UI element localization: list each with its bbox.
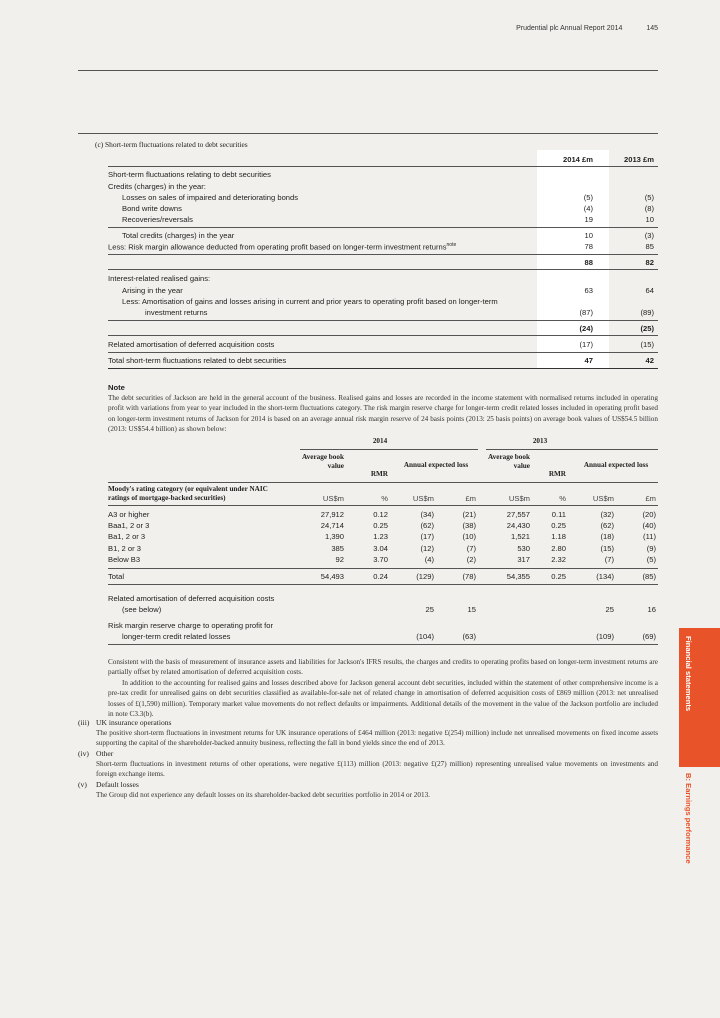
table-row-value: 27,912 [320,510,344,519]
rule [300,449,478,450]
total-row-value: 0.25 [551,572,566,581]
table-row-value: 2.32 [551,554,566,564]
table-row-label: Below B3 [108,554,141,564]
col-2013-header: 2013 £m [624,155,654,164]
value-2014: 63 [584,286,593,295]
report-title: Prudential plc Annual Report 2014 [516,25,623,32]
table-row-value: 1.18 [551,532,566,542]
rule [108,482,658,483]
subtotal-2014: 88 [584,258,593,267]
rule [108,568,658,569]
unit-label: % [559,494,566,503]
value-2014: (87) [579,308,593,317]
unit-label: US$m [412,494,434,503]
dac-value: 25 [425,605,434,614]
value-2014: (4) [583,204,593,213]
value-2013: (89) [640,308,654,317]
abv-header-2013: Average book value [488,453,530,470]
table-row-value: (20) [642,510,656,519]
rule [108,352,658,353]
value-2013: 10 [645,215,654,224]
abv-header-2014: Average book value [302,453,344,470]
unit-label: % [381,494,388,503]
table-row-value: 24,430 [506,521,530,531]
rating-category-header: Moody's rating category (or equivalent under NAIC ratings of mortgage-backed securities) [108,485,268,502]
table-row-label: Bond write downs [122,204,182,213]
total-row-value: 54,493 [320,572,344,581]
risk-margin-label: Risk margin reserve charge to operating profit for [108,621,274,630]
total-row-value: (78) [462,572,476,581]
rmr-header-2014: RMR [370,470,388,478]
table-row-value: (15) [600,543,614,553]
value-2013: 64 [645,286,654,295]
value-2014: 19 [584,215,593,224]
note-ref: note [446,242,457,248]
table-row-value: (32) [600,510,614,519]
table-row-label: Total credits (charges) in the year [122,231,235,240]
table-row-value: (38) [462,521,476,531]
table-row-label: Total short-term fluctuations related to debt securities [108,356,287,365]
page-header [516,25,658,32]
table-row-value: 317 [517,554,530,564]
table-row-label: Ba1, 2 or 3 [108,532,146,542]
total-2014: 47 [584,356,593,365]
total-row-value: 54,355 [506,572,530,581]
paragraph-addition: In addition to the accounting for realised gains and losses described above for Jackson general account debt securities, included within the statement of other comprehensive income is a pre-tax credit for unrealised gains on debt securities classified as available-for-sale net of related change in amortisation of deferred acquisition costs of £869 million (2013: net unrealised losses of £(1,590) million). Temporary market value movements do not reflect defaults or impairments. Additional details of the movement in the value of the Jackson portfolio are included in note C3.3(b). [108,679,658,718]
table-row-label: Credits (charges) in the year: [108,182,206,191]
row-label-text: Less: Risk margin allowance deducted from operating profit based on longer-term investment returns [108,242,447,252]
subsection-label: B: Earnings performance [684,773,693,864]
item-number: (v) [78,780,87,789]
col-2014-header: 2014 £m [563,155,593,164]
table-row-value: 1.23 [373,532,388,542]
unit-label: £m [645,494,656,503]
table-row-value: (5) [646,554,656,564]
value-2013: 85 [645,242,654,251]
unit-label: £m [465,494,476,503]
table-row-label: investment returns [145,308,208,317]
table-row-value: 92 [335,554,344,564]
table-row-value: (18) [600,532,614,542]
total-row-value: (85) [642,572,656,581]
dac-label: Related amortisation of deferred acquisition costs [108,594,275,603]
rule [108,335,658,336]
total-row-label: Total [108,572,125,581]
table-row-value: (7) [466,543,476,553]
table-row-value: (11) [643,532,656,542]
page-number: 145 [646,25,658,32]
value-2013: (3) [644,231,654,240]
ael-header-2013: Annual expected loss [583,461,649,469]
rule [108,166,658,167]
risk-margin-value: (109) [596,632,614,641]
rule [108,227,658,228]
table-row-label: Arising in the year [122,286,183,295]
rmr-header-2013: RMR [548,470,566,478]
rule [108,368,658,369]
dac-value: 16 [647,605,656,614]
header-rule [78,70,658,71]
item-text: The Group did not experience any default losses on its shareholder-backed debt securities portfolio in 2014 or 2013. [96,791,430,799]
table-row-value: 3.04 [373,543,388,553]
table-row-value: 0.12 [373,510,388,519]
note-text: The debt securities of Jackson are held in the general account of the business. Realised gains and losses are recorded in the income statement with normalised returns included in operating profit with variations from year to year included in the short-term fluctuations category. The risk margin reserve charge for longer-term credit related losses included in operating profit based on longer-term investment returns of Jackson for 2014 is based on an average annual risk margin reserve of 24 basis points (2013: 25 basis points) on average book values of US$54.5 billion (2013: US$54.4 billion) as shown below: [108,394,658,433]
table-row-label: Recoveries/reversals [122,215,193,224]
rule [108,254,658,255]
item-title: Default losses [96,780,139,789]
table-row-label: B1, 2 or 3 [108,543,141,553]
year-2014-header: 2014 [372,437,388,445]
table-row-value: (21) [462,510,476,519]
risk-margin-value: (69) [642,632,656,641]
dac-label-2: (see below) [122,605,162,614]
rule [108,269,658,270]
table-row-value: 27,557 [506,510,530,519]
table-row-value: 530 [517,543,530,553]
dac-value: 25 [605,605,614,614]
total-row-value: (129) [416,572,434,581]
table-row-value: 3.70 [373,554,388,564]
table-row-label [108,242,456,252]
table-row-label: A3 or higher [108,510,150,519]
table-row-label: Losses on sales of impaired and deteriorating bonds [122,193,299,202]
risk-margin-value: (104) [416,632,434,641]
section-tab-label: Financial statements [684,636,693,712]
table-row-value: (7) [604,554,614,564]
risk-margin-label-2: longer-term credit related losses [122,632,231,641]
value-2013: (8) [644,204,654,213]
subtotal-2014: (24) [579,324,593,333]
section-c-title: (c) Short-term fluctuations related to debt securities [95,140,248,149]
table-row-value: (9) [646,543,656,553]
total-2013: 42 [645,356,654,365]
item-number: (iii) [78,718,90,727]
table-row-value: 0.25 [551,521,566,531]
rule [108,584,658,585]
section-rule [78,133,658,134]
year-2013-header: 2013 [532,437,548,445]
value-2013: (15) [640,340,654,349]
paragraph-consistent: Consistent with the basis of measurement of insurance assets and liabilities for Jackson's IFRS results, the charges and credits to operating profits based on longer-term investment returns are partially offset by related amortisation of deferred acquisition costs. [108,658,658,677]
rule [108,505,658,506]
table-row-value: (17) [420,532,434,542]
note-heading: Note [108,383,125,392]
item-title: UK insurance operations [96,718,172,727]
table-row-label: Less: Amortisation of gains and losses arising in current and prior years to operating profit based on longer-term [122,297,498,306]
table-row-label: Short-term fluctuations relating to debt securities [108,170,271,179]
total-row-value: 0.24 [373,572,388,581]
unit-label: US$m [508,494,530,503]
dac-value: 15 [467,605,476,614]
rule [108,320,658,321]
total-row-value: (134) [596,572,614,581]
item-number: (iv) [78,749,89,758]
value-2014: (5) [583,193,593,202]
table-row-value: 0.11 [551,510,566,519]
table-row-value: (40) [642,521,656,531]
risk-margin-value: (63) [462,632,476,641]
table-row-value: (62) [420,521,434,531]
table-row-value: 1,390 [324,532,344,542]
table-row-value: (34) [420,510,434,519]
table-row-value: 2.80 [551,543,566,553]
value-2014: 10 [584,231,593,240]
table-row-value: 1,521 [510,532,530,542]
unit-label: US$m [322,494,344,503]
rule [486,449,658,450]
value-2014: 78 [584,242,593,251]
table-row-value: (62) [600,521,614,531]
table-row-value: 385 [331,543,344,553]
table-row-value: 0.25 [373,521,388,531]
item-title: Other [96,749,114,758]
table-row-label: Baa1, 2 or 3 [108,521,150,531]
table-row-label: Related amortisation of deferred acquisition costs [108,340,275,349]
table-row-value: (4) [424,554,434,564]
item-text: The positive short-term fluctuations in investment returns for UK insurance operations of £464 million (2013: negative £(254) million) include net unrealised movements on fixed income assets supporting the capital of the shareholder-backed annuity business, reflecting the fall in bond yields since the end of 2013. [96,729,658,748]
item-text: Short-term fluctuations in investment returns of other operations, were negative £(113) million (2013: negative £(27) million) representing unrealised value movements on investments and foreign exchange items. [96,760,658,779]
table-row-value: (12) [420,543,434,553]
table-row-value: (10) [462,532,476,542]
subtotal-2013: 82 [645,258,654,267]
table-row-label: Interest-related realised gains: [108,274,211,283]
rule [108,644,658,645]
value-2014: (17) [579,340,593,349]
table-row-value: 24,714 [320,521,344,531]
value-2013: (5) [644,193,654,202]
table-row-value: (2) [466,554,476,564]
ael-header-2014: Annual expected loss [403,461,469,469]
unit-label: US$m [592,494,614,503]
subtotal-2013: (25) [640,324,654,333]
